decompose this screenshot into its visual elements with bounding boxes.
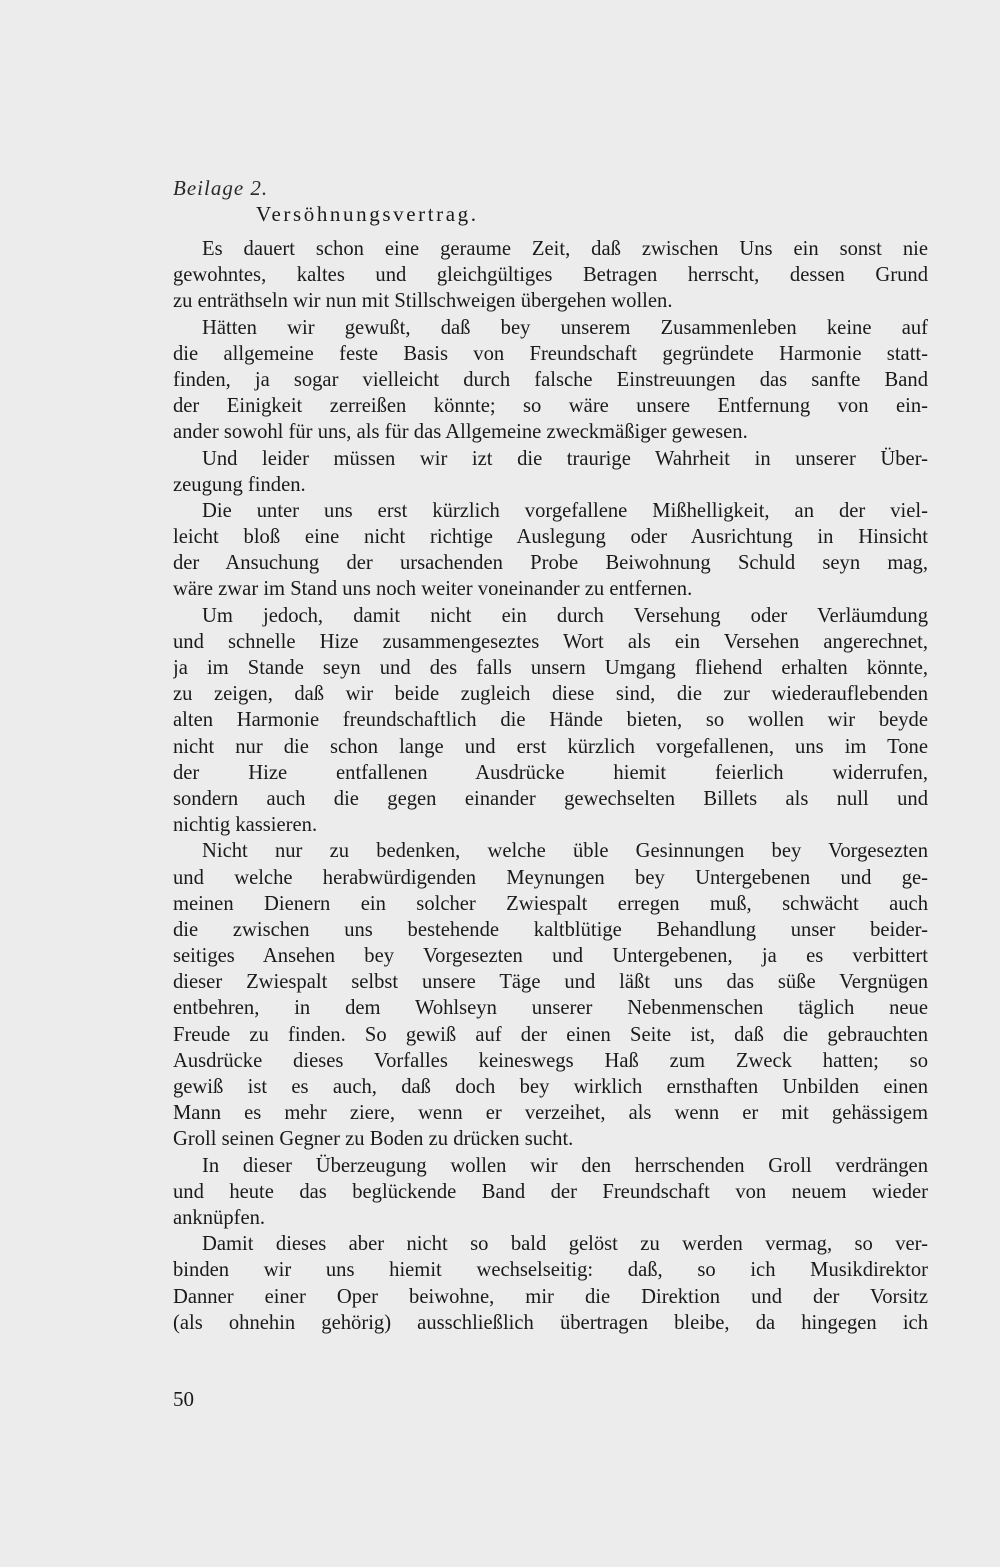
text-line: entbehren, in dem Wohlseyn unserer Nebenmenschen täglich neue (173, 997, 928, 1020)
text-line: der Einigkeit zerreißen könnte; so wäre unsere Entfernung von ein- (173, 395, 928, 418)
text-line: Und leider müssen wir izt die traurige Wahrheit in unserer Über- (202, 447, 928, 470)
text-line: Danner einer Oper beiwohne, mir die Direktion und der Vorsitz (173, 1285, 928, 1308)
text-line: und heute das beglückende Band der Freundschaft von neuem wieder (173, 1180, 928, 1203)
text-line: nicht nur die schon lange und erst kürzlich vorgefallenen, uns im Tone (173, 735, 928, 758)
supplement-label: Beilage 2. (173, 176, 269, 200)
text-line: ja im Stande seyn und des falls unsern Umgang fliehend erhalten könnte, (173, 657, 928, 679)
text-line: finden, ja sogar vielleicht durch falsche Einstreuungen das sanfte Band (173, 368, 928, 391)
text-line: Damit dieses aber nicht so bald gelöst zu werden vermag, so ver- (202, 1233, 928, 1256)
document-title: Versöhnungsvertrag. (256, 202, 479, 226)
text-line: Groll seinen Gegner zu Boden zu drücken sucht. (173, 1128, 574, 1151)
text-line: anknüpfen. (173, 1206, 266, 1229)
text-line: (als ohnehin gehörig) ausschließlich übertragen bleibe, da hingegen ich (173, 1311, 928, 1334)
text-line: In dieser Überzeugung wollen wir den herrschenden Groll verdrängen (202, 1154, 928, 1177)
text-line: Die unter uns erst kürzlich vorgefallene Mißhelligkeit, an der viel- (202, 499, 928, 522)
text-line: wäre zwar im Stand uns noch weiter voneinander zu entfernen. (173, 578, 693, 601)
text-line: alten Harmonie freundschaftlich die Hände bieten, so wollen wir beyde (173, 709, 928, 732)
text-line: Nicht nur zu bedenken, welche üble Gesinnungen bey Vorgesezten (202, 840, 928, 863)
text-line: und schnelle Hize zusammengeseztes Wort als ein Versehen angerechnet, (173, 630, 928, 653)
text-line: und welche herabwürdigenden Meynungen bey Untergebenen und ge- (173, 866, 928, 889)
text-line: zeugung finden. (173, 473, 306, 496)
text-line: die zwischen uns bestehende kaltblütige Behandlung unser beider- (173, 918, 928, 941)
text-line: Um jedoch, damit nicht ein durch Versehung oder Verläumdung (202, 604, 928, 627)
text-line: Es dauert schon eine geraume Zeit, daß zwischen Uns ein sonst nie (202, 238, 928, 260)
page-number: 50 (173, 1387, 194, 1411)
text-line: ander sowohl für uns, als für das Allgemeine zweckmäßiger gewesen. (173, 421, 748, 444)
text-line: die allgemeine feste Basis von Freundschaft gegründete Harmonie statt- (173, 342, 928, 365)
text-line: der Hize entfallenen Ausdrücke hiemit feierlich widerrufen, (173, 761, 928, 784)
text-line: leicht bloß eine nicht richtige Auslegung oder Ausrichtung in Hinsicht (173, 526, 928, 549)
text-line: seitiges Ansehen bey Vorgesezten und Untergebenen, ja es verbittert (173, 945, 928, 968)
text-line: meinen Dienern ein solcher Zwiespalt erregen muß, schwächt auch (173, 892, 928, 915)
text-line: binden wir uns hiemit wechselseitig: daß, so ich Musikdirektor (173, 1259, 928, 1282)
text-line: dieser Zwiespalt selbst unsere Täge und läßt uns das süße Vergnügen (173, 971, 928, 994)
text-line: der Ansuchung der ursachenden Probe Beiwohnung Schuld seyn mag, (173, 552, 928, 575)
text-line: Mann es mehr ziere, wenn er verzeihet, als wenn er mit gehässigem (173, 1102, 928, 1125)
text-line: gewohntes, kaltes und gleichgültiges Betragen herrscht, dessen Grund (173, 264, 928, 287)
text-line: nichtig kassieren. (173, 814, 318, 837)
document-body (173, 236, 928, 1336)
text-line: Hätten wir gewußt, daß bey unserem Zusammenleben keine auf (202, 316, 928, 339)
text-line: zu enträthseln wir nun mit Stillschweigen übergehen wollen. (173, 290, 673, 313)
text-line: zu zeigen, daß wir beide zugleich diese sind, die zur wiederauflebenden (173, 683, 928, 706)
text-line: Ausdrücke dieses Vorfalles keineswegs Haß zum Zweck hatten; so (173, 1049, 928, 1072)
text-line: gewiß ist es auch, daß doch bey wirklich ernsthaften Unbilden einen (173, 1076, 928, 1098)
text-line: Freude zu finden. So gewiß auf der einen Seite ist, daß die gebrauchten (173, 1023, 928, 1046)
text-line: sondern auch die gegen einander gewechselten Billets als null und (173, 787, 928, 810)
